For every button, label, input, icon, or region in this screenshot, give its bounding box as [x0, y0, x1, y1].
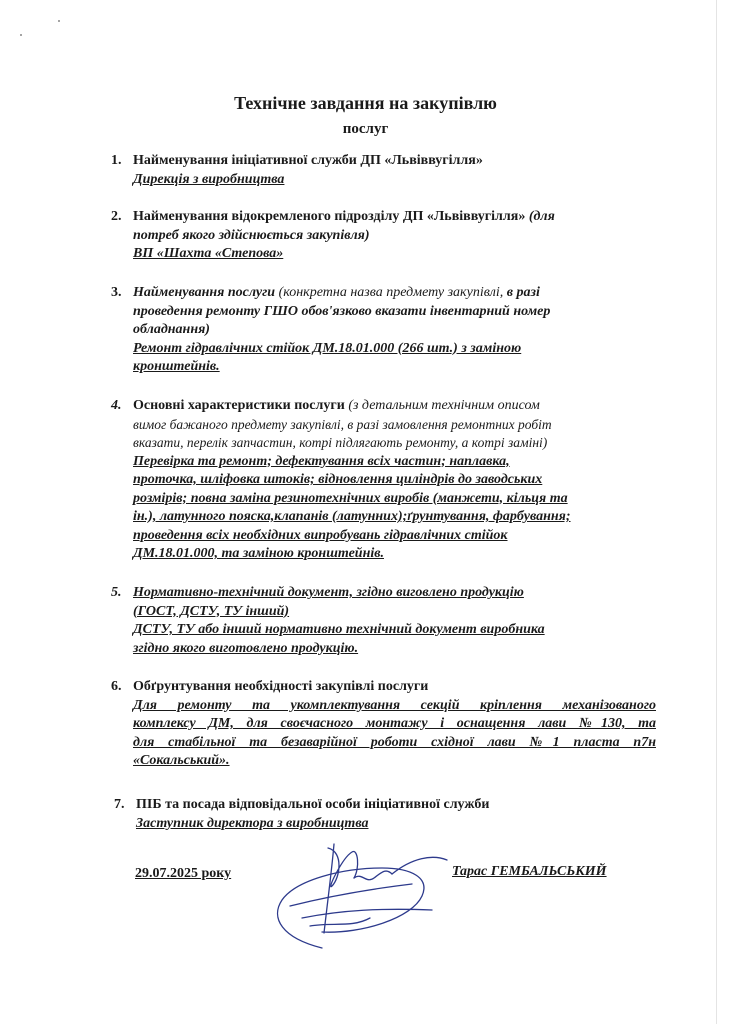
- item-number: 2.: [111, 209, 122, 224]
- item-1: [111, 152, 656, 189]
- handwritten-signature: [262, 838, 452, 958]
- item-label: Обґрунтування необхідності закупівлі послуги: [133, 679, 429, 694]
- item-note: (для: [528, 209, 555, 224]
- item-note: (конкретна назва предмету закупівлі,: [278, 285, 504, 300]
- item-label: Найменування ініціативної служби ДП «Львіввугілля»: [133, 153, 483, 168]
- signer-name: Тарас ГЕМБАЛЬСЬКИЙ: [452, 864, 607, 879]
- item-value: ін.), латунного пояска,клапанів (латунних);ґрунтування, фарбування;: [133, 509, 571, 524]
- item-label: ПІБ та посада відповідальної особи ініціативної служби: [136, 797, 490, 812]
- item-value: Дирекція з виробництва: [133, 171, 285, 187]
- scan-speck: [58, 20, 60, 22]
- item-label: Основні характеристики послуги: [133, 398, 345, 413]
- item-number: 3.: [111, 285, 122, 300]
- item-value: кронштейнів.: [133, 359, 220, 374]
- item-value: проведення всіх необхідних випробувань гідравлічних стійок: [133, 527, 508, 543]
- item-6: [111, 678, 656, 771]
- scan-speck: [20, 34, 22, 36]
- item-number: 7.: [114, 797, 125, 812]
- scan-edge: [716, 0, 717, 1024]
- item-note: в разі: [506, 285, 540, 300]
- item-label: Найменування відокремленого підрозділу ДП «Львіввугілля»: [133, 209, 526, 224]
- item-value: для стабільної та безаварійної роботи східної лави №1 пласта п7н: [133, 734, 656, 750]
- item-label: Нормативно-технічний документ, згідно виговлено продукцію: [133, 585, 524, 600]
- item-value: ДМ.18.01.000, та заміною кронштейнів.: [133, 546, 384, 561]
- item-5: [111, 584, 656, 658]
- item-value: проточка, шліфовка штоків; відновлення циліндрів до заводських: [133, 472, 543, 487]
- item-number: 1.: [111, 153, 122, 168]
- item-2: [111, 208, 656, 264]
- item-label: Найменування послуги: [133, 285, 276, 300]
- item-number: 6.: [111, 679, 122, 694]
- item-value: згідно якого виготовлено продукцію.: [133, 640, 359, 656]
- item-value: Перевірка та ремонт; дефектування всіх частин; наплавка,: [133, 453, 510, 469]
- item-value: Для ремонту та укомплектування секцій кріплення механізованого: [133, 697, 656, 713]
- item-value: «Сокальський».: [133, 753, 230, 768]
- item-note: потреб якого здійснюється закупівля): [133, 227, 370, 243]
- item-note: вимог бажаного предмету закупівлі, в разі замовлення ремонтних робіт: [133, 416, 552, 432]
- signature-date: 29.07.2025 року: [135, 866, 232, 881]
- item-number: 4.: [111, 398, 122, 413]
- document-title: Технічне завдання на закупівлю: [234, 93, 497, 113]
- item-3: [111, 284, 656, 377]
- item-value: ДСТУ, ТУ або інший нормативно технічний документ виробника: [133, 622, 545, 637]
- document-subtitle: послуг: [342, 121, 389, 137]
- item-note: (з детальним технічним описом: [348, 398, 540, 413]
- item-note: проведення ремонту ГШО обов'язково вказати інвентарний номер: [133, 303, 551, 319]
- item-4: [111, 397, 656, 564]
- item-number: 5.: [111, 585, 122, 600]
- item-7: [114, 796, 659, 833]
- item-label: (ГОСТ, ДСТУ, ТУ інший): [133, 603, 290, 619]
- item-note: обладнання): [133, 322, 210, 337]
- item-value: ВП «Шахта «Степова»: [133, 246, 284, 261]
- item-note: вказати, перелік запчастин, котрі підлягають ремонту, а котрі заміні): [133, 435, 548, 450]
- item-value: розмірів; повна заміна резинотехнічних виробів (манжети, кільця та: [133, 490, 568, 506]
- item-value: Ремонт гідравлічних стійок ДМ.18.01.000 (266 шт.) з заміною: [133, 340, 522, 356]
- item-value: Заступник директора з виробництва: [136, 815, 369, 831]
- item-value: комплексу ДМ, для своєчасного монтажу і оснащення лави №130, та: [133, 716, 656, 731]
